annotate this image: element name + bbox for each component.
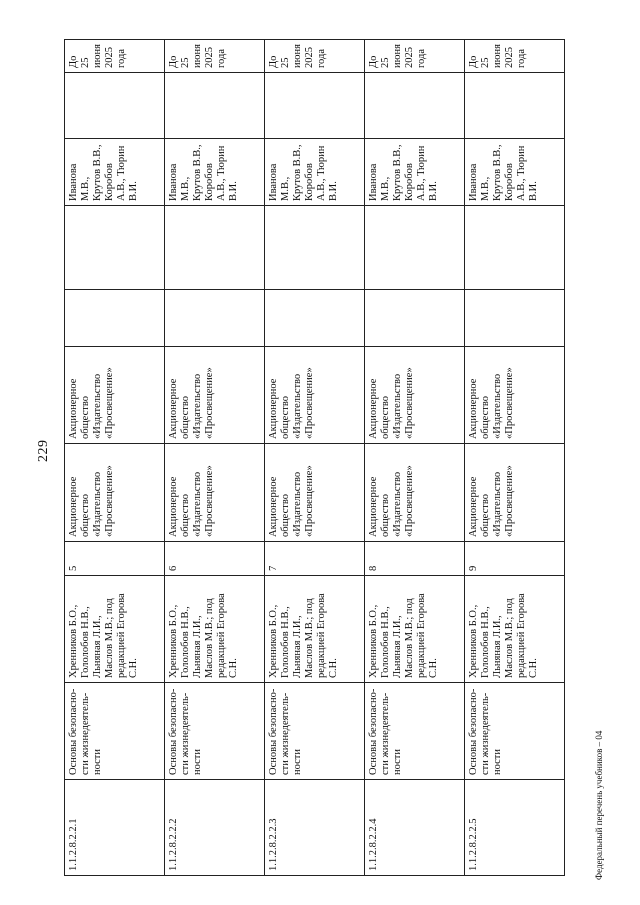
cell-subject: Основы безопасно-сти жизнедеятель-ности: [65, 683, 165, 780]
cell-number: 7: [265, 542, 365, 576]
cell-empty: [65, 206, 165, 290]
textbook-list-table-wrapper: [64, 40, 565, 876]
cell-empty: [165, 290, 265, 347]
cell-number: 9: [465, 542, 565, 576]
table-row: [165, 40, 265, 876]
cell-deadline: До 25 июня 2025 года: [365, 40, 465, 73]
footer-note: Федеральный перечень учебников – 04: [594, 730, 604, 880]
table-body: [65, 40, 565, 876]
cell-code: 1.1.2.8.2.2.3: [265, 780, 365, 876]
cell-empty: [65, 73, 165, 139]
cell-experts: Иванова М.В., Крутов В.В., Коробов А.В., Тюрин В.И.: [65, 139, 165, 206]
cell-code: 1.1.2.8.2.2.1: [65, 780, 165, 876]
cell-deadline: До 25 июня 2025 года: [165, 40, 265, 73]
cell-rights-holder: Акционерное общество «Издательство «Просвещение»: [265, 347, 365, 444]
cell-subject: Основы безопасно-сти жизнедеятель-ности: [465, 683, 565, 780]
cell-empty: [365, 290, 465, 347]
cell-deadline: До 25 июня 2025 года: [465, 40, 565, 73]
cell-experts: Иванова М.В., Крутов В.В., Коробов А.В., Тюрин В.И.: [265, 139, 365, 206]
cell-subject: Основы безопасно-сти жизнедеятель-ности: [365, 683, 465, 780]
cell-empty: [365, 73, 465, 139]
cell-rights-holder: Акционерное общество «Издательство «Просвещение»: [465, 347, 565, 444]
cell-deadline: До 25 июня 2025 года: [65, 40, 165, 73]
table-row: [365, 40, 465, 876]
cell-publisher: Акционерное общество «Издательство «Просвещение»: [265, 444, 365, 542]
cell-empty: [65, 290, 165, 347]
cell-empty: [265, 206, 365, 290]
cell-number: 5: [65, 542, 165, 576]
page-number: 229: [36, 439, 51, 462]
cell-empty: [265, 290, 365, 347]
cell-publisher: Акционерное общество «Издательство «Просвещение»: [65, 444, 165, 542]
cell-empty: [265, 73, 365, 139]
cell-rights-holder: Акционерное общество «Издательство «Просвещение»: [165, 347, 265, 444]
cell-publisher: Акционерное общество «Издательство «Просвещение»: [165, 444, 265, 542]
table-row: [465, 40, 565, 876]
cell-authors: Хренников Б.О., Гололобов Н.В., Льняная Л.И., Маслов М.В.; под редакцией Егорова С.Н.: [465, 576, 565, 683]
cell-empty: [465, 206, 565, 290]
cell-authors: Хренников Б.О., Гололобов Н.В., Льняная Л.И., Маслов М.В.; под редакцией Егорова С.Н.: [165, 576, 265, 683]
cell-number: 6: [165, 542, 265, 576]
cell-empty: [465, 73, 565, 139]
cell-empty: [365, 206, 465, 290]
cell-empty: [165, 206, 265, 290]
cell-code: 1.1.2.8.2.2.2: [165, 780, 265, 876]
cell-empty: [465, 290, 565, 347]
cell-publisher: Акционерное общество «Издательство «Просвещение»: [365, 444, 465, 542]
cell-rights-holder: Акционерное общество «Издательство «Просвещение»: [65, 347, 165, 444]
cell-experts: Иванова М.В., Крутов В.В., Коробов А.В., Тюрин В.И.: [365, 139, 465, 206]
table-row: [265, 40, 365, 876]
cell-subject: Основы безопасно-сти жизнедеятель-ности: [165, 683, 265, 780]
cell-authors: Хренников Б.О., Гололобов Н.В., Льняная Л.И., Маслов М.В.; под редакцией Егорова С.Н.: [65, 576, 165, 683]
cell-authors: Хренников Б.О., Гололобов Н.В., Льняная Л.И., Маслов М.В.; под редакцией Егорова С.Н.: [265, 576, 365, 683]
table-row: [65, 40, 165, 876]
cell-experts: Иванова М.В., Крутов В.В., Коробов А.В., Тюрин В.И.: [165, 139, 265, 206]
cell-experts: Иванова М.В., Крутов В.В., Коробов А.В., Тюрин В.И.: [465, 139, 565, 206]
cell-publisher: Акционерное общество «Издательство «Просвещение»: [465, 444, 565, 542]
cell-code: 1.1.2.8.2.2.5: [465, 780, 565, 876]
textbook-list-table: [64, 39, 565, 876]
cell-authors: Хренников Б.О., Гололобов Н.В., Льняная Л.И., Маслов М.В.; под редакцией Егорова С.Н.: [365, 576, 465, 683]
cell-deadline: До 25 июня 2025 года: [265, 40, 365, 73]
cell-rights-holder: Акционерное общество «Издательство «Просвещение»: [365, 347, 465, 444]
cell-number: 8: [365, 542, 465, 576]
cell-subject: Основы безопасно-сти жизнедеятель-ности: [265, 683, 365, 780]
cell-code: 1.1.2.8.2.2.4: [365, 780, 465, 876]
cell-empty: [165, 73, 265, 139]
